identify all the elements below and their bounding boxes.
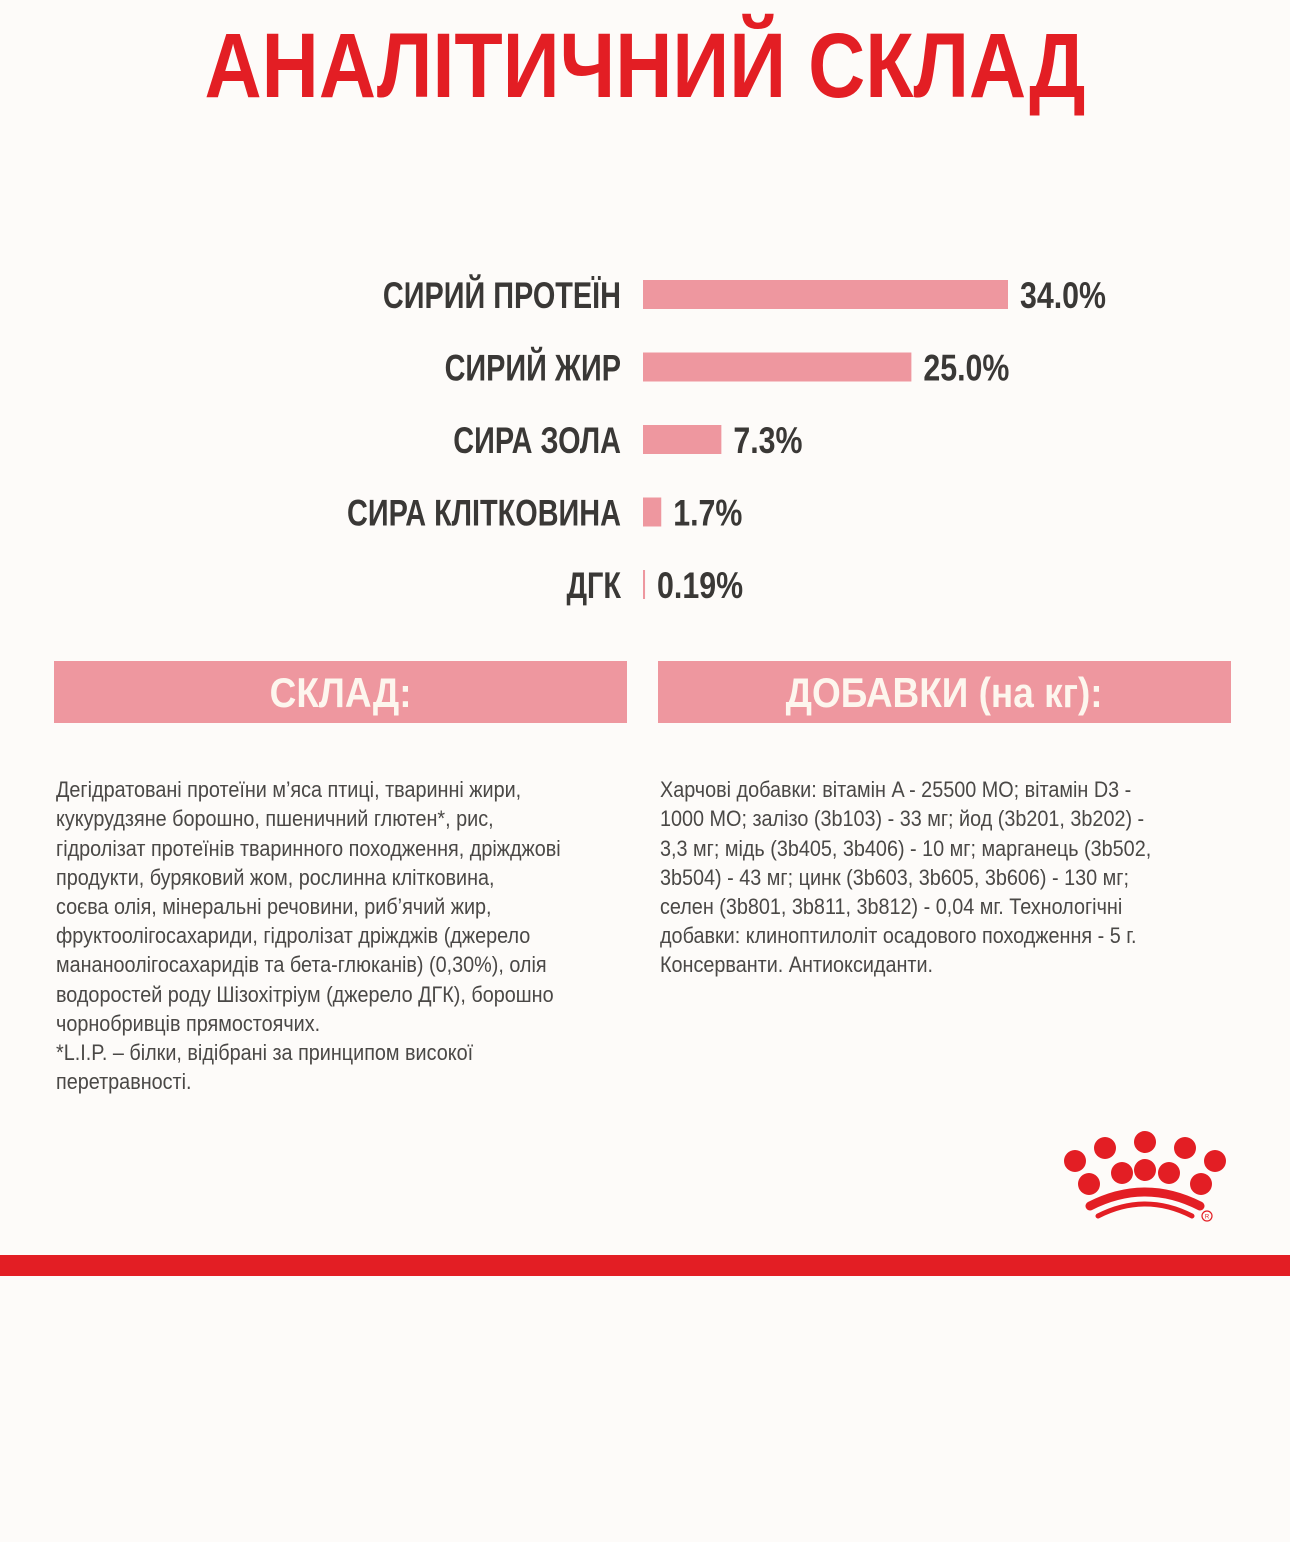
page-title: АНАЛІТИЧНИЙ СКЛАД xyxy=(204,15,1086,117)
crown-band-lower xyxy=(1098,1204,1192,1216)
composition-text-block xyxy=(56,746,636,1096)
additives-header-label: ДОБАВКИ (на кг): xyxy=(786,669,1103,716)
bar xyxy=(643,570,645,599)
bar xyxy=(643,353,911,382)
crown-dot xyxy=(1111,1162,1133,1184)
nutrient-bar-chart xyxy=(0,250,1290,630)
value-label: 25.0% xyxy=(923,347,1010,389)
category-label: СИРА ЗОЛА xyxy=(453,420,621,461)
composition-header xyxy=(54,661,627,723)
additives-text: Харчові добавки: вітамін A - 25500 МО; вітамін D3 - 1000 МО; залізо (3b103) - 33 мг; йод (3b201, 3b202) - 3,3 мг; мідь (3b405, 3b406) - 10 мг; марганець (3b502, 3b504) - 43 мг; цинк (3b603, 3b605, 3b606) - 130 мг; селен (3b801, 3b811, 3b812) - 0,04 мг. Технологічні добавки: клиноптилоліт осадового походження - 5 г. Консерванти. Антиоксиданти. xyxy=(660,777,1152,978)
crown-dot xyxy=(1134,1131,1156,1153)
crown-dot xyxy=(1204,1150,1226,1172)
crown-dot xyxy=(1078,1173,1100,1195)
crown-icon xyxy=(1058,1128,1233,1224)
crown-dot xyxy=(1064,1150,1086,1172)
bar xyxy=(643,498,661,527)
crown-dot xyxy=(1174,1137,1196,1159)
crown-dot xyxy=(1190,1173,1212,1195)
value-label: 1.7% xyxy=(673,492,743,534)
bar xyxy=(643,425,721,454)
category-label: ДГК xyxy=(566,565,622,606)
bar xyxy=(643,280,1008,309)
value-label: 34.0% xyxy=(1020,275,1107,316)
footer-red-band xyxy=(0,1255,1290,1276)
crown-dot xyxy=(1134,1159,1156,1181)
composition-header-label: СКЛАД: xyxy=(269,669,412,716)
registered-mark: R xyxy=(1204,1214,1210,1221)
composition-text: Дегідратовані протеїни м’яса птиці, тваринні жири, кукурудзяне борошно, пшеничний глютен*, рис, гідролізат протеїнів тваринного походження, дріжджові продукти, буряковий жом, рослинна клітковина, соєва олія, мінеральні речовини, риб’ячий жир, фруктоолігосахариди, гідролізат дріжджів (джерело мананоолігосахаридів та бета-глюканів) (0,30%), олія водоростей роду Шізохітріум (джерело ДГК), борошно чорнобривців прямостоячих. *L.I.P. – білки, відібрані за принципом високої перетравності. xyxy=(56,777,561,1095)
crown-dot xyxy=(1158,1162,1180,1184)
value-label: 0.19% xyxy=(657,565,744,606)
additives-header xyxy=(658,661,1231,723)
category-label: СИРИЙ ЖИР xyxy=(444,347,671,389)
additives-text-block xyxy=(660,746,1240,980)
category-label: СИРА КЛІТКОВИНА xyxy=(346,492,621,534)
category-label: СИРИЙ ПРОТЕЇН xyxy=(382,275,689,316)
value-label: 7.3% xyxy=(733,420,803,461)
crown-dot xyxy=(1094,1137,1116,1159)
